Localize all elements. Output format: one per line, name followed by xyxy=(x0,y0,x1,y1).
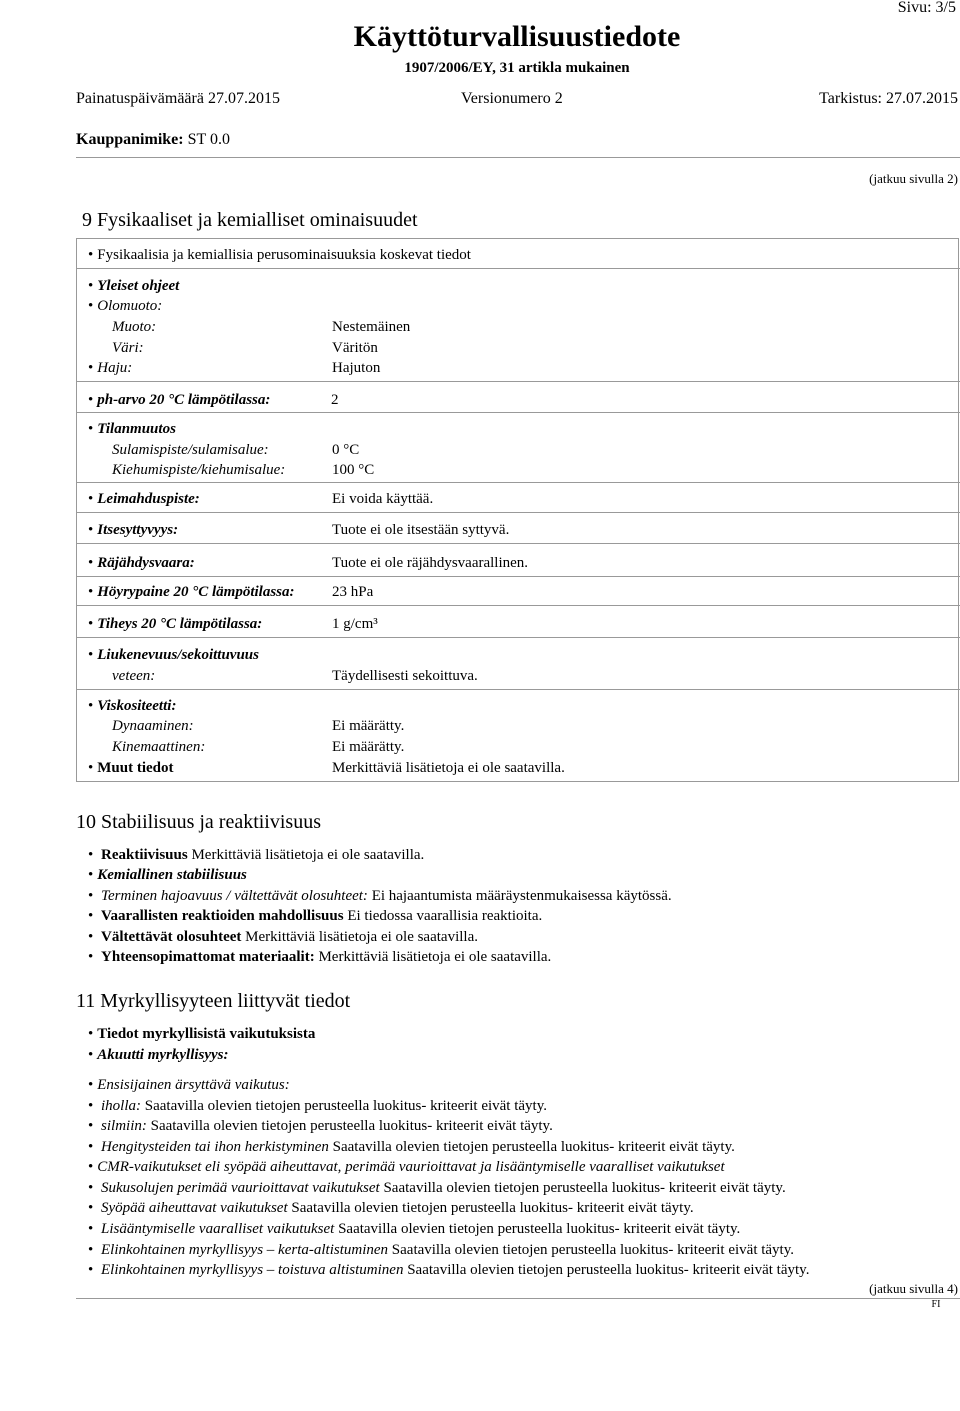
section-9-heading: 9 Fysikaaliset ja kemialliset ominaisuudet xyxy=(82,209,418,231)
skin-value: Saatavilla olevien tietojen perusteella luokitus- kriteerit eivät täyty. xyxy=(144,1098,547,1114)
color-label: Väri: xyxy=(112,340,144,356)
muta-label: Sukusolujen perimää vaurioittavat vaikutukset xyxy=(101,1180,380,1196)
page-number: Sivu: 3/5 xyxy=(897,0,956,16)
reactivity-value: Merkittäviä lisätietoja ei ole saatavilla. xyxy=(191,847,425,863)
stot-single xyxy=(88,1240,794,1260)
explosion-value: Tuote ei ole räjähdysvaarallinen. xyxy=(332,555,529,571)
hazard-label: Vaarallisten reaktioiden mahdollisuus xyxy=(101,908,344,924)
reactivity xyxy=(88,845,424,865)
stot-re-label: Elinkohtainen myrkyllisyys – toistuva altistuminen xyxy=(101,1262,404,1278)
review-date: Tarkistus: 27.07.2015 xyxy=(819,90,958,107)
dynamic-viscosity-label: Dynaaminen: xyxy=(112,718,194,734)
trade-name-label: Kauppanimike: xyxy=(76,131,184,148)
incompat-label: Yhteensopimattomat materiaalit: xyxy=(101,949,315,965)
divider xyxy=(76,268,960,269)
avoid-value: Merkittäviä lisätietoja ei ole saatavilla. xyxy=(245,929,478,945)
density-value: 1 g/cm³ xyxy=(332,616,378,632)
hazard-value: Ei tiedossa vaarallisia reaktioita. xyxy=(347,908,543,924)
skin-effect xyxy=(88,1096,547,1116)
self-ignition-value: Tuote ei ole itsestään syttyvä. xyxy=(332,522,510,538)
thermal-decomposition xyxy=(88,886,672,906)
divider xyxy=(76,412,960,413)
trade-name-value: ST 0.0 xyxy=(187,131,230,148)
reactivity-label: Reaktiivisuus xyxy=(101,847,188,863)
incompat-value: Merkittäviä lisätietoja ei ole saatavilla. xyxy=(318,949,552,965)
reproductive-toxicity xyxy=(88,1219,740,1239)
divider xyxy=(76,381,960,382)
solubility-label: • Liukenevuus/sekoittuvuus xyxy=(88,645,259,665)
change-of-state: • Tilanmuutos xyxy=(88,419,176,439)
incompatible-materials xyxy=(88,947,551,967)
flash-point-label: • Leimahduspiste: xyxy=(88,489,200,509)
ph-value: 2 xyxy=(331,392,339,408)
color-value: Väritön xyxy=(332,340,378,356)
odor-label: • Haju: xyxy=(88,358,132,378)
section-10-heading: 10 Stabiilisuus ja reaktiivisuus xyxy=(76,811,321,833)
vapour-pressure-value: 23 hPa xyxy=(332,584,374,600)
divider xyxy=(76,637,960,638)
other-info-value: Merkittäviä lisätietoja ei ole saatavilla. xyxy=(332,760,565,776)
form-label: Muoto: xyxy=(112,319,157,335)
language-code: FI xyxy=(931,1299,941,1310)
stot-se-value: Saatavilla olevien tietojen perusteella luokitus- kriteerit eivät täyty. xyxy=(391,1242,795,1258)
sens-value: Saatavilla olevien tietojen perusteella luokitus- kriteerit eivät täyty. xyxy=(332,1139,735,1155)
appearance-label: • Olomuoto: xyxy=(88,296,162,316)
primary-irritant: • Ensisijainen ärsyttävä vaikutus: xyxy=(88,1075,290,1095)
other-info-label: • Muut tiedot xyxy=(88,758,174,778)
continued-to: (jatkuu sivulla 4) xyxy=(869,1281,958,1296)
eye-effect xyxy=(88,1116,553,1136)
hazardous-reactions xyxy=(88,906,542,926)
divider xyxy=(76,689,960,690)
germ-cell-mutagenicity xyxy=(88,1178,786,1198)
water-label: veteen: xyxy=(112,668,156,684)
divider xyxy=(76,482,960,483)
form-value: Nestemäinen xyxy=(332,319,411,335)
sensitisation xyxy=(88,1137,735,1157)
thermal-value: Ei hajaantumista määräystenmukaisessa käytössä. xyxy=(371,888,672,904)
general-info: • Yleiset ohjeet xyxy=(88,276,179,296)
skin-label: iholla: xyxy=(101,1098,142,1114)
section-11-heading: 11 Myrkyllisyyteen liittyvät tiedot xyxy=(76,990,351,1012)
ph-label: • ph-arvo 20 °C lämpötilassa: xyxy=(88,390,270,410)
dynamic-viscosity-value: Ei määrätty. xyxy=(332,718,405,734)
viscosity-label: • Viskositeetti: xyxy=(88,696,176,716)
muta-value: Saatavilla olevien tietojen perusteella luokitus- kriteerit eivät täyty. xyxy=(383,1180,786,1196)
carc-value: Saatavilla olevien tietojen perusteella luokitus- kriteerit eivät täyty. xyxy=(291,1200,694,1216)
tox-info: • Tiedot myrkyllisistä vaikutuksista xyxy=(88,1024,315,1044)
version-number: Versionumero 2 xyxy=(461,90,563,107)
avoid-label: Vältettävät olosuhteet xyxy=(101,929,242,945)
melting-value: 0 °C xyxy=(332,442,360,458)
acute-toxicity: • Akuutti myrkyllisyys: xyxy=(88,1045,229,1065)
print-date: Painatuspäivämäärä 27.07.2015 xyxy=(76,90,280,107)
chemical-stability: • Kemiallinen stabiilisuus xyxy=(88,865,247,885)
sens-label: Hengitysteiden tai ihon herkistyminen xyxy=(101,1139,329,1155)
conditions-to-avoid xyxy=(88,927,478,947)
cmr-effects: • CMR-vaikutukset eli syöpää aiheuttavat, perimää vaurioittavat ja lisääntymiselle vaaralliset vaikutukset xyxy=(88,1157,725,1177)
boiling-value: 100 °C xyxy=(332,462,375,478)
basic-info: • Fysikaalisia ja kemiallisia perusominaisuuksia koskevat tiedot xyxy=(88,245,471,265)
self-ignition-label: • Itsesyttyvyys: xyxy=(88,520,178,540)
carc-label: Syöpää aiheuttavat vaikutukset xyxy=(101,1200,288,1216)
repro-label: Lisääntymiselle vaaralliset vaikutukset xyxy=(101,1221,335,1237)
thermal-label: Terminen hajoavuus / vältettävät olosuhteet: xyxy=(101,888,368,904)
repro-value: Saatavilla olevien tietojen perusteella luokitus- kriteerit eivät täyty. xyxy=(338,1221,741,1237)
flash-point-value: Ei voida käyttää. xyxy=(332,491,434,507)
document-title: Käyttöturvallisuustiedote xyxy=(353,20,681,53)
vapour-pressure-label: • Höyrypaine 20 °C lämpötilassa: xyxy=(88,582,295,602)
density-label: • Tiheys 20 °C lämpötilassa: xyxy=(88,614,262,634)
boiling-label: Kiehumispiste/kiehumisalue: xyxy=(112,462,286,478)
water-value: Täydellisesti sekoittuva. xyxy=(332,668,478,684)
odor-value: Hajuton xyxy=(332,360,381,376)
divider xyxy=(76,605,960,606)
continued-from: (jatkuu sivulla 2) xyxy=(869,171,958,186)
header-divider xyxy=(76,157,960,158)
eyes-label: silmiin: xyxy=(101,1118,147,1134)
stot-repeated xyxy=(88,1260,809,1280)
kinematic-viscosity-value: Ei määrätty. xyxy=(332,739,405,755)
carcinogenicity xyxy=(88,1198,694,1218)
trade-name xyxy=(76,131,230,149)
explosion-label: • Räjähdysvaara: xyxy=(88,553,195,573)
stot-se-label: Elinkohtainen myrkyllisyys – kerta-altistuminen xyxy=(101,1242,389,1258)
section-9-box xyxy=(76,238,959,782)
divider xyxy=(76,543,960,544)
eyes-value: Saatavilla olevien tietojen perusteella luokitus- kriteerit eivät täyty. xyxy=(150,1118,553,1134)
stot-re-value: Saatavilla olevien tietojen perusteella luokitus- kriteerit eivät täyty. xyxy=(407,1262,810,1278)
divider xyxy=(76,576,960,577)
document-subtitle: 1907/2006/EY, 31 artikla mukainen xyxy=(404,60,630,76)
divider xyxy=(76,512,960,513)
melting-label: Sulamispiste/sulamisalue: xyxy=(112,442,269,458)
kinematic-viscosity-label: Kinemaattinen: xyxy=(112,739,206,755)
